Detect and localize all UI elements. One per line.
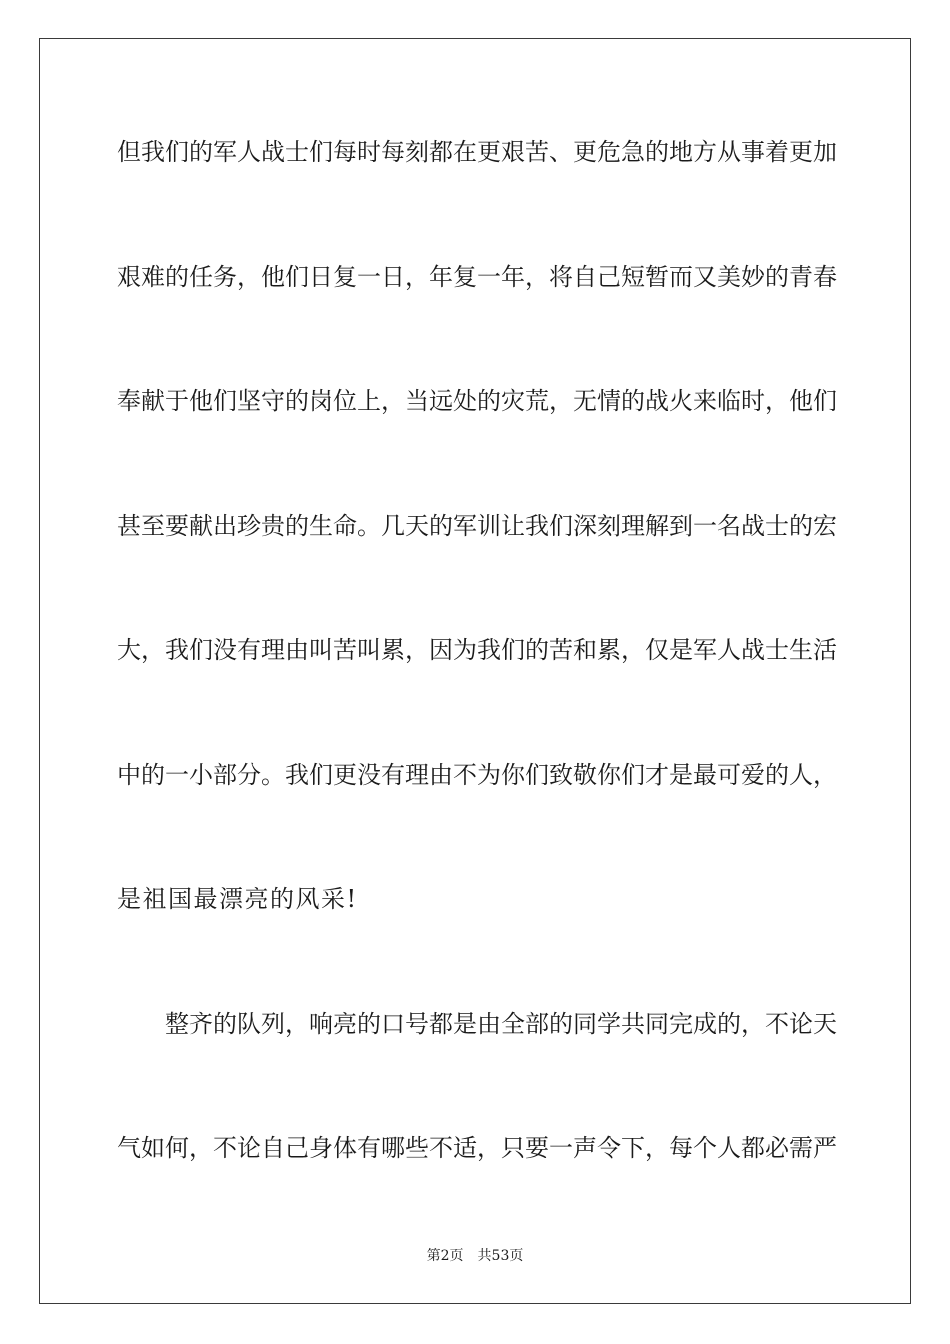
page-number: 第2页	[426, 1248, 464, 1264]
paragraph-line: 中的一小部分。我们更没有理由不为你们致敬你们才是最可爱的人，	[117, 761, 837, 789]
total-pages: 共53页	[477, 1248, 524, 1264]
paragraph-line-indented: 整齐的队列，响亮的口号都是由全部的同学共同完成的，不论天	[165, 1010, 837, 1038]
paragraph-line: 但我们的军人战士们每时每刻都在更艰苦、更危急的地方从事着更加	[117, 138, 837, 166]
paragraph-line: 艰难的任务，他们日复一日，年复一年，将自己短暂而又美妙的青春	[117, 263, 837, 291]
paragraph-line: 甚至要献出珍贵的生命。几天的军训让我们深刻理解到一名战士的宏	[117, 512, 837, 540]
page-border	[39, 38, 911, 1304]
paragraph-line: 气如何，不论自己身体有哪些不适，只要一声令下，每个人都必需严	[117, 1134, 837, 1162]
paragraph-line: 大，我们没有理由叫苦叫累，因为我们的苦和累，仅是军人战士生活	[117, 636, 837, 664]
paragraph-line: 奉献于他们坚守的岗位上，当远处的灾荒，无情的战火来临时，他们	[117, 387, 837, 415]
page-footer	[0, 1247, 950, 1265]
paragraph-line-last: 是祖国最漂亮的风采!	[117, 885, 358, 913]
